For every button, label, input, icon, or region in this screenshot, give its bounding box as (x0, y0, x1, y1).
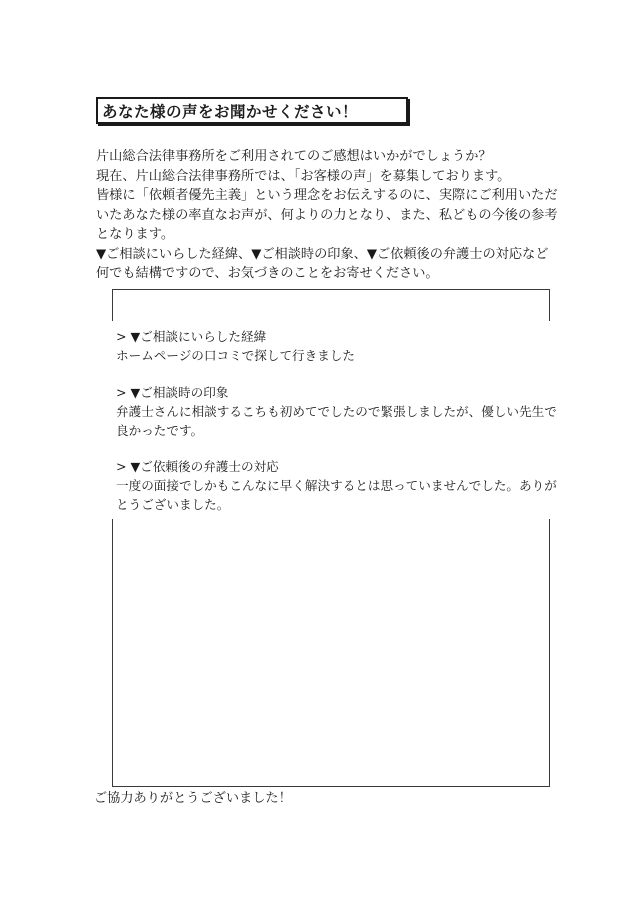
answer-line: 一度の面接でしかもこんなに早く解決するとは思っていませんでした。ありが (116, 478, 557, 493)
answer-line: ホームページの口コミで探して行きました (116, 348, 356, 363)
intro-line: となります。 (96, 227, 175, 242)
answer-line: 良かったです。 (116, 423, 204, 438)
response-item (116, 327, 584, 365)
response-item (116, 383, 584, 440)
title-box (96, 97, 408, 124)
question-heading: > ▼ご相談にいらした経緯 (116, 329, 267, 344)
page-title: あなた様の声をお聞かせください！ (102, 102, 359, 121)
answer-line: 弁護士さんに相談するこちも初めてでしたので緊張しましたが、優しい先生で (116, 404, 557, 419)
closing-message: ご協力ありがとうございました！ (94, 791, 292, 806)
answer-line: とうございました。 (116, 497, 230, 512)
response-item (116, 457, 584, 514)
intro-line: 片山総合法律事務所をご利用されてのご感想はいかがでしょうか？ (96, 149, 492, 164)
intro-line: ▼ご相談にいらした経緯、▼ご相談時の印象、▼ご依頼後の弁護士の対応など (96, 246, 549, 262)
intro-line: 現在、片山総合法律事務所では、「お客様の声」を募集しております。 (96, 168, 511, 184)
intro-line: いたあなた様の率直なお声が、何よりの力となり、また、私どもの今後の参考 (96, 207, 558, 223)
intro-line: 何でも結構ですので、お気づきのことをお寄せください。 (96, 266, 439, 281)
question-heading: > ▼ご相談時の印象 (116, 385, 229, 400)
intro-line: 皆様に「依頼者優先主義」という理念をお伝えするのに、実際にご利用いただ (96, 188, 558, 203)
intro-paragraph (96, 147, 566, 284)
question-heading: > ▼ご依頼後の弁護士の対応 (116, 459, 279, 474)
